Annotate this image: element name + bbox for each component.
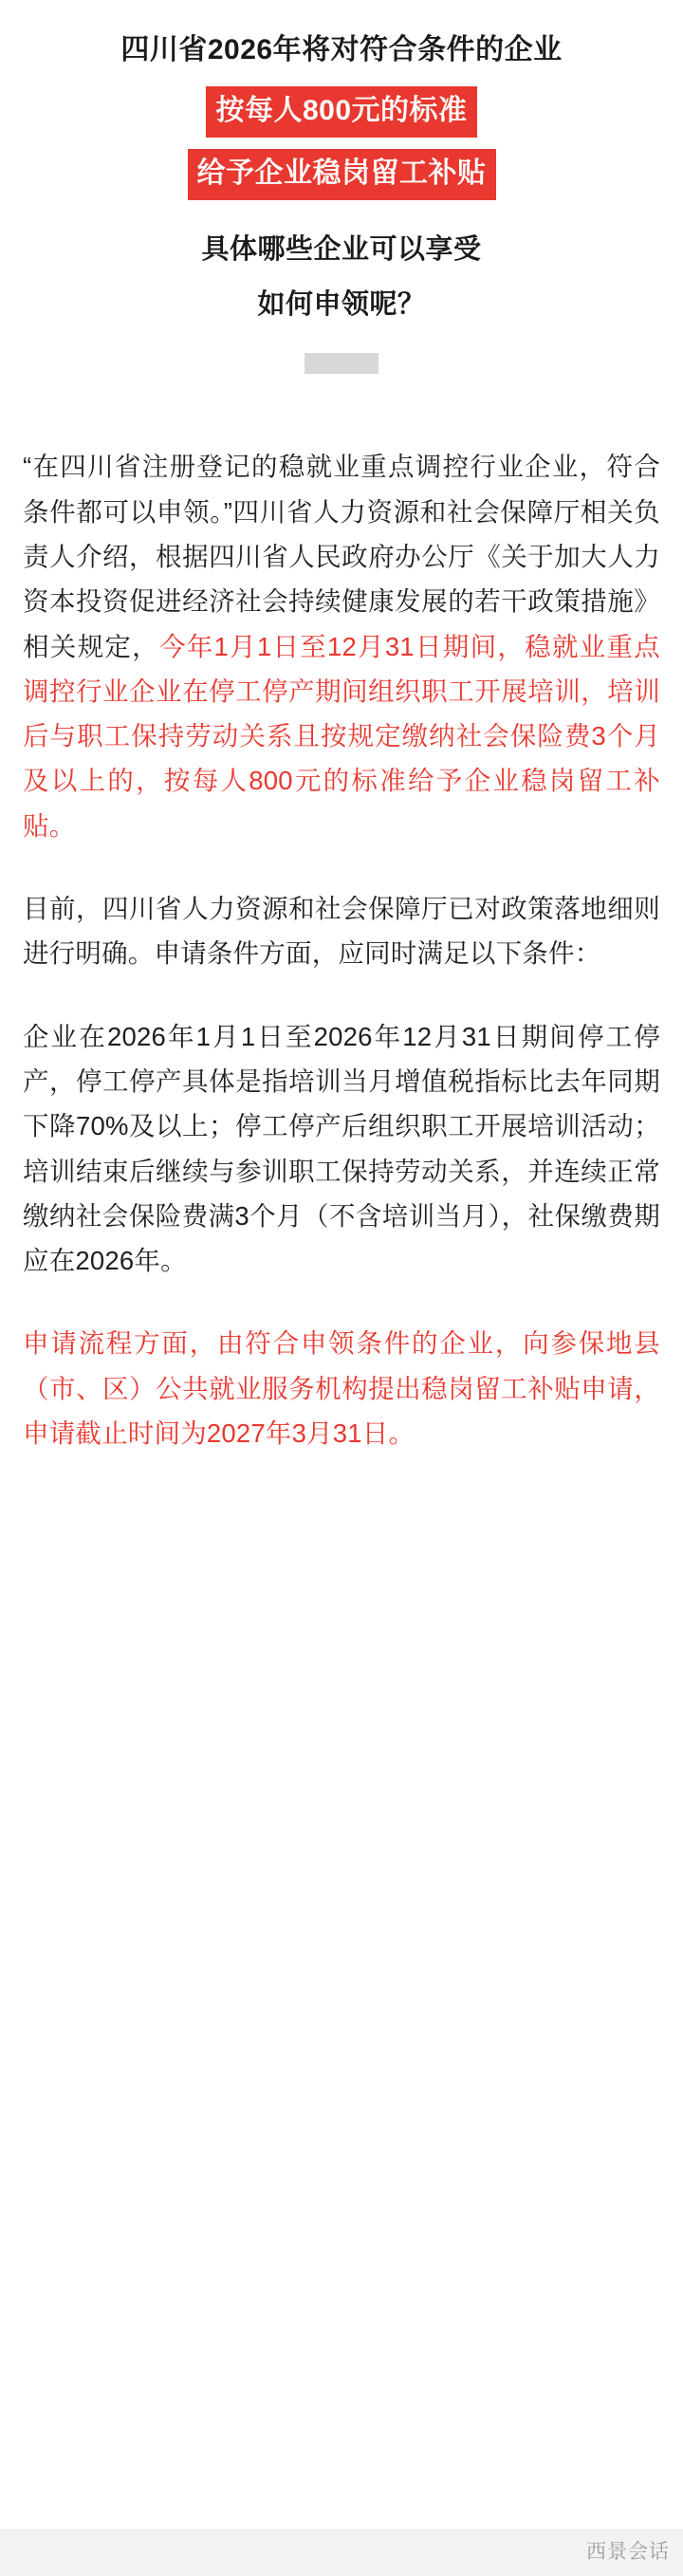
headline-block <box>0 0 683 374</box>
headline-line-3: 如何申领呢？ <box>257 289 426 321</box>
redaction-block <box>305 353 378 374</box>
paragraph-1-highlight: 今年1月1日至12月31日期间，稳就业重点调控行业企业在停工停产期间组织职工开展培训，培训后与职工保持劳动关系且按规定缴纳社会保险费3个月及以上的，按每人800元的标准给予企业稳岗留工补贴。 <box>23 631 661 841</box>
paragraph-2: 目前，四川省人力资源和社会保障厅已对政策落地细则进行明确。申请条件方面，应同时满足以下条件： <box>23 894 660 969</box>
paragraph-1 <box>23 444 660 848</box>
paragraph-1-text: “在四川省注册登记的稳就业重点调控行业企业，符合条件都可以申领。”四川省人力资源和社会保障厅相关负责人介绍，根据四川省人民政府办公厅《关于加大人力资本投资促进经济社会持续健康发展的若干政策措施》相关规定， <box>23 452 660 661</box>
bottom-bar <box>0 2530 683 2576</box>
article-body <box>0 374 683 1455</box>
paragraph-4: 申请流程方面，由符合申领条件的企业，向参保地县（市、区）公共就业服务机构提出稳岗留工补贴申请，申请截止时间为2027年3月31日。 <box>23 1328 660 1449</box>
headline-highlight-1: 按每人800元的标准 <box>206 86 476 138</box>
watermark: 西景会话 <box>586 2540 670 2563</box>
paragraph-3: 企业在2026年1月1日至2026年12月31日期间停工停产，停工停产具体是指培训当月增值税指标比去年同期下降70%及以上；停工停产后组织职工开展培训活动；培训结束后继续与参训职工保持劳动关系，并连续正常缴纳社会保险费满3个月（不含培训当月），社保缴费期应在2026年。 <box>23 1021 660 1276</box>
headline-line-1: 四川省2026年将对符合条件的企业 <box>120 34 563 65</box>
headline-line-2: 具体哪些企业可以享受 <box>201 233 482 265</box>
headline-highlight-2: 给予企业稳岗留工补贴 <box>188 149 496 200</box>
